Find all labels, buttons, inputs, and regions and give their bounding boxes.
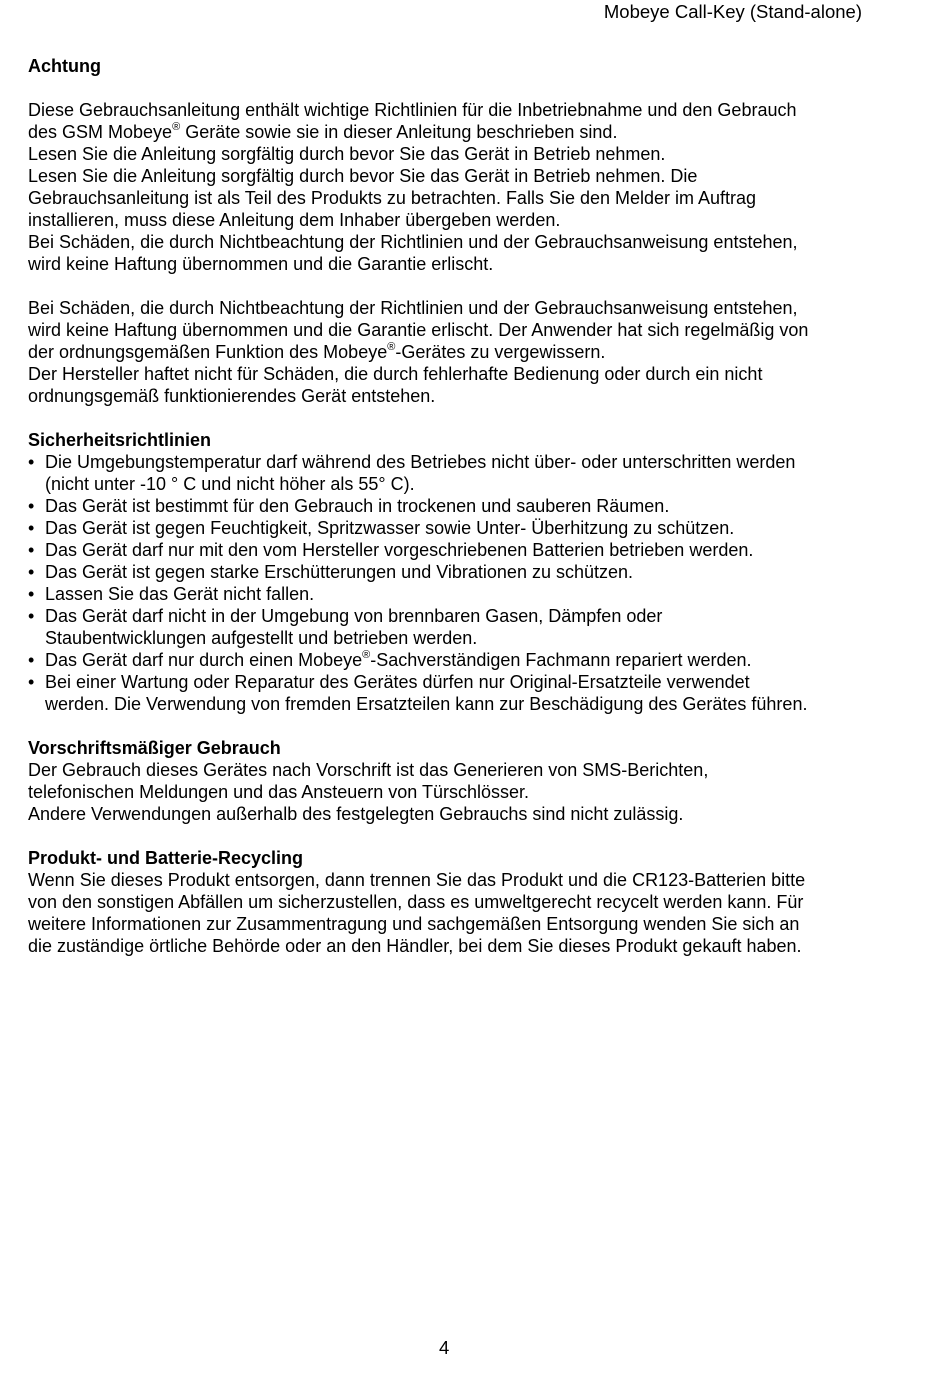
section-achtung (28, 55, 908, 407)
spacer (28, 275, 908, 297)
text-fragment: -Sachverständigen Fachmann repariert werden. (370, 650, 752, 670)
text-fragment: -Gerätes zu vergewissern. (395, 342, 606, 362)
spacer (28, 825, 908, 847)
text-line: Die Umgebungstemperatur darf während des Betriebes nicht über- oder unterschritten werden (45, 452, 796, 472)
bullet-icon: • (28, 584, 35, 604)
text-line: Diese Gebrauchsanleitung enthält wichtige Richtlinien für die Inbetriebnahme und den Gebrauch (28, 100, 797, 120)
text-line: Staubentwicklungen aufgestellt und betrieben werden. (45, 628, 478, 648)
list-item-text (45, 671, 908, 715)
list-item-text (45, 539, 908, 561)
page-number: 4 (439, 1337, 450, 1358)
text-line: Bei Schäden, die durch Nichtbeachtung der Richtlinien und der Gebrauchsanweisung entstehen, (28, 232, 798, 252)
text-line: telefonischen Meldungen und das Ansteuern von Türschlösser. (28, 782, 529, 802)
list-item (28, 495, 908, 517)
section-heading-safety: Sicherheitsrichtlinien (28, 430, 212, 450)
text-line: werden. Die Verwendung von fremden Ersatzteilen kann zur Beschädigung des Gerätes führen. (45, 694, 808, 714)
section-heading-recycling: Produkt- und Batterie-Recycling (28, 848, 304, 868)
text-line: Das Gerät ist gegen Feuchtigkeit, Spritzwasser sowie Unter- Überhitzung zu schützen. (45, 518, 735, 538)
text-line (28, 121, 908, 143)
paragraph-intro (28, 99, 908, 275)
text-line: Bei einer Wartung oder Reparatur des Gerätes dürfen nur Original-Ersatzteile verwendet (45, 672, 750, 692)
text-line: (nicht unter -10 ° C und nicht höher als 55° C). (45, 474, 415, 494)
text-line: Gebrauchsanleitung ist als Teil des Produkts zu betrachten. Falls Sie den Melder im Auftrag (28, 188, 757, 208)
text-fragment: der ordnungsgemäßen Funktion des Mobeye (28, 342, 388, 362)
text-line (45, 649, 908, 671)
list-item-text (45, 517, 908, 539)
section-heading-usage: Vorschriftsmäßiger Gebrauch (28, 738, 281, 758)
document-header-title: Mobeye Call-Key (Stand-alone) (603, 1, 862, 22)
text-line: Lassen Sie das Gerät nicht fallen. (45, 584, 315, 604)
bullet-icon: • (28, 650, 35, 670)
text-line: Lesen Sie die Anleitung sorgfältig durch bevor Sie das Gerät in Betrieb nehmen. (28, 144, 666, 164)
text-line: Lesen Sie die Anleitung sorgfältig durch bevor Sie das Gerät in Betrieb nehmen. Die (28, 166, 698, 186)
list-item (28, 561, 908, 583)
list-item (28, 649, 908, 671)
list-item-text (45, 583, 908, 605)
list-item (28, 451, 908, 495)
registered-mark: ® (387, 341, 396, 353)
text-line: Das Gerät darf nur mit den vom Hersteller vorgeschriebenen Batterien betrieben werden. (45, 540, 754, 560)
list-item-text (45, 605, 908, 649)
text-line: Der Hersteller haftet nicht für Schäden, die durch fehlerhafte Bedienung oder durch ein nicht (28, 364, 763, 384)
text-fragment: des GSM Mobeye (28, 122, 173, 142)
text-line: die zuständige örtliche Behörde oder an den Händler, bei dem Sie dieses Produkt gekauft haben. (28, 936, 802, 956)
text-fragment: Das Gerät darf nur durch einen Mobeye (45, 650, 363, 670)
text-line: Das Gerät ist gegen starke Erschütterungen und Vibrationen zu schützen. (45, 562, 634, 582)
document-body (28, 55, 908, 957)
paragraph-liability (28, 297, 908, 407)
spacer (28, 715, 908, 737)
list-item-text (45, 495, 908, 517)
text-line: Wenn Sie dieses Produkt entsorgen, dann trennen Sie das Produkt und die CR123-Batterien bitte (28, 870, 806, 890)
text-line (28, 341, 908, 363)
list-item (28, 671, 908, 715)
safety-list (28, 451, 908, 715)
text-fragment: Geräte sowie sie in dieser Anleitung beschrieben sind. (185, 122, 618, 142)
text-line: Der Gebrauch dieses Gerätes nach Vorschrift ist das Generieren von SMS-Berichten, (28, 760, 709, 780)
list-item (28, 605, 908, 649)
section-heading-achtung: Achtung (28, 56, 101, 76)
text-line: wird keine Haftung übernommen und die Garantie erlischt. (28, 254, 494, 274)
text-line: installieren, muss diese Anleitung dem Inhaber übergeben werden. (28, 210, 561, 230)
list-item-text (45, 561, 908, 583)
bullet-icon: • (28, 540, 35, 560)
text-line: Das Gerät darf nicht in der Umgebung von brennbaren Gasen, Dämpfen oder (45, 606, 663, 626)
list-item (28, 583, 908, 605)
section-usage (28, 737, 908, 825)
list-item-text (45, 649, 908, 671)
bullet-icon: • (28, 496, 35, 516)
list-item (28, 539, 908, 561)
text-line: Das Gerät ist bestimmt für den Gebrauch in trockenen und sauberen Räumen. (45, 496, 670, 516)
section-recycling (28, 847, 908, 957)
text-line: Bei Schäden, die durch Nichtbeachtung der Richtlinien und der Gebrauchsanweisung entstehen, (28, 298, 798, 318)
bullet-icon: • (28, 562, 35, 582)
spacer (28, 77, 908, 99)
bullet-icon: • (28, 452, 35, 472)
registered-mark: ® (172, 121, 181, 133)
registered-mark: ® (362, 649, 371, 661)
bullet-icon: • (28, 518, 35, 538)
text-line: weitere Informationen zur Zusammentragung und sachgemäßen Entsorgung wenden Sie sich an (28, 914, 800, 934)
text-line: von den sonstigen Abfällen um sicherzustellen, dass es umweltgerecht recycelt werden kann. Für (28, 892, 804, 912)
bullet-icon: • (28, 672, 35, 692)
text-line: wird keine Haftung übernommen und die Garantie erlischt. Der Anwender hat sich regelmäßig von (28, 320, 809, 340)
text-line: Andere Verwendungen außerhalb des festgelegten Gebrauchs sind nicht zulässig. (28, 804, 684, 824)
list-item (28, 517, 908, 539)
spacer (28, 407, 908, 429)
list-item-text (45, 451, 908, 495)
section-safety (28, 429, 908, 715)
text-line: ordnungsgemäß funktionierendes Gerät entstehen. (28, 386, 436, 406)
bullet-icon: • (28, 606, 35, 626)
